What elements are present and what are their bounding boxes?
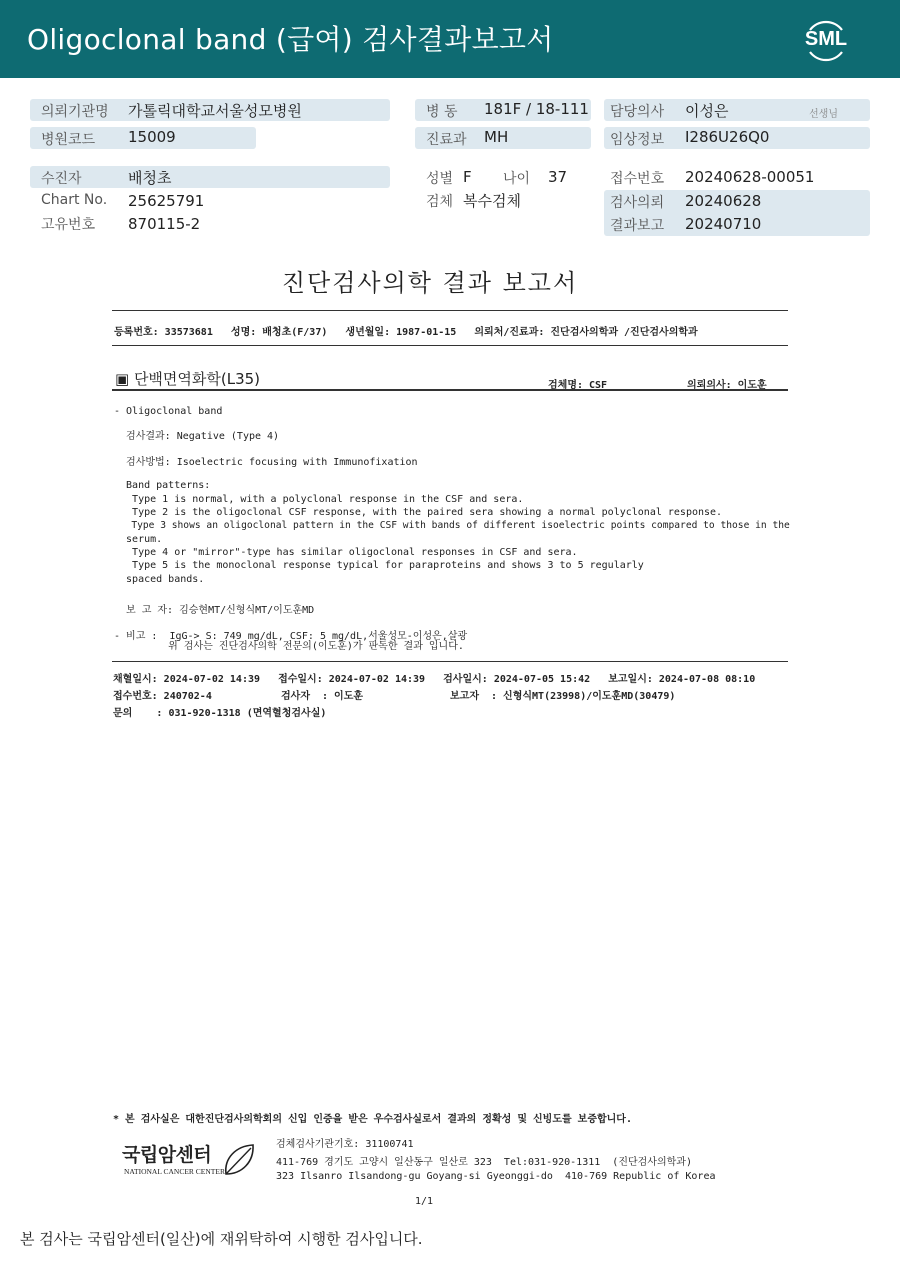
ncc-logo-english: NATIONAL CANCER CENTER (124, 1167, 225, 1176)
clinical-label: 임상정보 (610, 132, 665, 148)
result-line: Type 5 is the monoclonal response typical for paraproteins and shows 3 to 5 regularly (114, 560, 644, 571)
remark-line: 위 검사는 진단검사의학 전문의(이도훈)가 판독한 결과 입니다. (114, 641, 464, 652)
contact-row: 문의 : 031-920-1318 (면역혈청검사실) (113, 708, 327, 719)
result-line: Type 3 shows an oligoclonal pattern in the CSF with bands of different isoelectric points compared to those in the (114, 520, 790, 531)
result-line: spaced bands. (114, 574, 205, 585)
clinical-value: I286U26Q0 (685, 128, 770, 146)
specimen-name: 검체명: CSF (548, 380, 608, 391)
institution-code: 검체검사기관기호: 31100741 (276, 1139, 414, 1150)
ward-label: 병 동 (426, 104, 458, 120)
sml-logo (800, 14, 852, 66)
doctor-suffix: 선생님 (809, 109, 838, 120)
unique-label: 고유번호 (41, 217, 96, 233)
report-header (0, 0, 900, 78)
tester-row: 검사자 : 이도훈 (281, 691, 364, 702)
registration-bar: 등록번호: 33573681 성명: 배청초(F/37) 생년월일: 1987-01-15 의뢰처/진료과: 진단검사의학과 /진단검사의학과 (114, 327, 698, 338)
specimen-value: 복수검체 (463, 192, 521, 210)
remark-line: - 비고 : IgG-> S: 749 mg/dL, CSF: 5 mg/dL,서울성모-이성은,살광 (114, 631, 468, 642)
result-line: serum. (114, 534, 163, 545)
receipt-value: 20240628-00051 (685, 168, 815, 186)
result-line: - Oligoclonal band (114, 406, 223, 417)
section-title: ▣ 단백면역화학(L35) (115, 370, 261, 388)
institution-value: 가톨릭대학교서울성모병원 (128, 102, 302, 120)
footer-rule (112, 661, 788, 662)
result-line: Type 4 or "mirror"-type has similar oligoclonal responses in CSF and sera. (114, 547, 578, 558)
age-value: 37 (548, 168, 568, 186)
hospital-code-label: 병원코드 (41, 132, 96, 148)
patient-label: 수진자 (41, 171, 82, 187)
department-value: MH (484, 128, 509, 146)
report-date-label: 결과보고 (610, 218, 665, 234)
department-label: 진료과 (426, 132, 467, 148)
request-value: 20240628 (685, 192, 762, 210)
patient-value: 배청초 (128, 169, 172, 187)
ncc-logo (122, 1140, 257, 1185)
report-document-title: 진단검사의학 결과 보고서 (281, 269, 579, 297)
regbar-bottom-rule (112, 345, 788, 346)
receipt-row: 접수번호: 240702-4 (113, 691, 212, 702)
report-date-value: 20240710 (685, 215, 762, 233)
doctor-label: 담당의사 (610, 104, 665, 120)
address-english: 323 Ilsanro Ilsandong-gu Goyang-si Gyeonggi-do 410-769 Republic of Korea (276, 1171, 716, 1182)
doctor-value: 이성은 (685, 102, 729, 120)
chart-label: Chart No. (41, 192, 108, 208)
unique-value: 870115-2 (128, 215, 201, 233)
reporter-line: 보 고 자: 김승현MT/신형식MT/이도훈MD (114, 605, 315, 616)
sex-label: 성별 (426, 171, 454, 187)
specimen-label: 검체 (426, 194, 454, 210)
regbar-top-rule (112, 310, 788, 311)
outsourcing-note: 본 검사는 국립암센터(일산)에 재위탁하여 시행한 검사입니다. (20, 1230, 423, 1248)
ward-value: 181F / 18-111 (484, 100, 589, 118)
leaf-icon (222, 1142, 256, 1178)
institution-label: 의뢰기관명 (41, 104, 109, 120)
patient-field-bg (30, 166, 390, 188)
sex-value: F (463, 168, 472, 186)
ncc-logo-name: 국립암센터 (122, 1144, 212, 1166)
chart-value: 25625791 (128, 192, 205, 210)
result-line: Type 2 is the oligoclonal CSF response, with the paired sera showing a normal polyclonal response. (114, 507, 723, 518)
hospital-code-value: 15009 (128, 128, 176, 146)
result-line: Type 1 is normal, with a polyclonal response in the CSF and sera. (114, 494, 524, 505)
report-header-title: Oligoclonal band (급여) 검사결과보고서 (27, 23, 554, 56)
sml-logo-text: SML (804, 28, 848, 50)
reporter-row: 보고자 : 신형식MT(23998)/이도훈MD(30479) (450, 691, 676, 702)
age-label: 나이 (503, 171, 531, 187)
request-label: 검사의뢰 (610, 195, 665, 211)
result-line: Band patterns: (114, 480, 211, 491)
receipt-label: 접수번호 (610, 171, 665, 187)
result-line: 검사방법: Isoelectric focusing with Immunofixation (114, 457, 418, 468)
section-rule (112, 389, 788, 391)
datetime-row: 채혈일시: 2024-07-02 14:39 접수일시: 2024-07-02 14:39 검사일시: 2024-07-05 15:42 보고일시: 2024-07-08 08:10 (113, 674, 756, 685)
page-number: 1/1 (415, 1196, 434, 1207)
requester-name: 의뢰의사: 이도훈 (687, 380, 767, 391)
certification-note: * 본 검사실은 대한진단검사의학회의 신입 인증을 받은 우수검사실로서 결과의 정확성 및 신빙도를 보증합니다. (113, 1114, 632, 1125)
address-korean: 411-769 경기도 고양시 일산동구 일산로 323 Tel:031-920-1311 (진단검사의학과) (276, 1157, 692, 1168)
result-line: 검사결과: Negative (Type 4) (114, 431, 280, 442)
